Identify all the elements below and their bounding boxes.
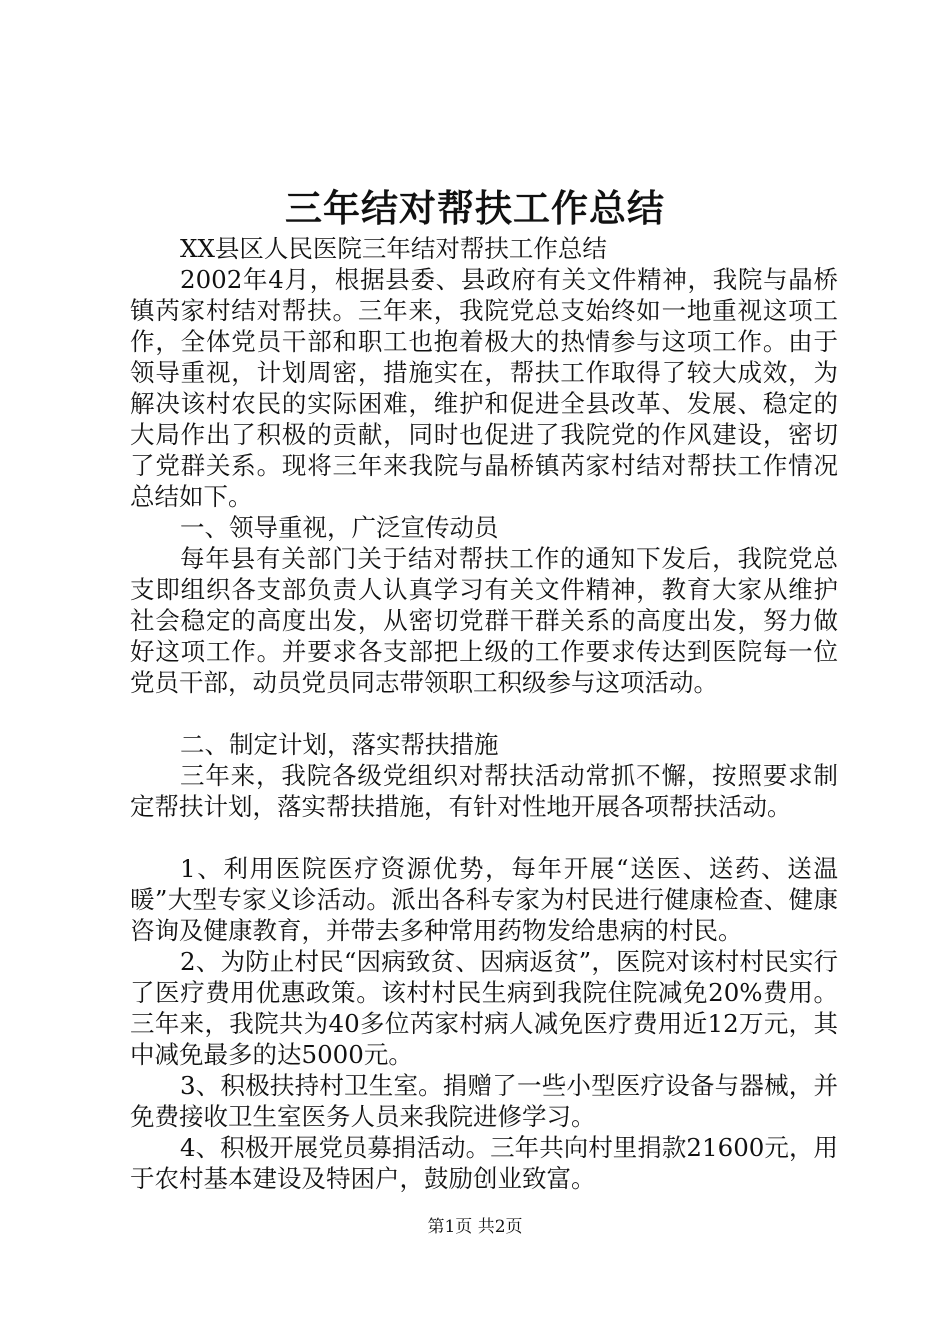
document-title: 三年结对帮扶工作总结 [285, 186, 665, 230]
page-footer: 第1页 共2页 [427, 1217, 523, 1237]
section-1-paragraph: 每年县有关部门关于结对帮扶工作的通知下发后，我院党总支即组织各支部负责人认真学习有关文件精神，教育大家从维护社会稳定的高度出发，从密切党群干群关系的高度出发，努力做好这项工作。并要求各支部把上级的工作要求传达到医院每一位党员干部，动员党员同志带领职工积级参与这项活动。 [130, 544, 838, 697]
document-body [130, 233, 838, 1194]
subtitle-paragraph: XX县区人民医院三年结对帮扶工作总结 [180, 234, 607, 263]
section-2-paragraph: 三年来，我院各级党组织对帮扶活动常抓不懈，按照要求制定帮扶计划，落实帮扶措施，有针对性地开展各项帮扶活动。 [130, 761, 838, 821]
list-item-2: 2、为防止村民“因病致贫、因病返贫”，医院对该村村民实行了医疗费用优惠政策。该村村民生病到我院住院减免20%费用。三年来，我院共为40多位芮家村病人减免医疗费用近12万元，其中减免最多的达5000元。 [130, 947, 838, 1069]
list-item-1: 1、利用医院医疗资源优势，每年开展“送医、送药、送温暖”大型专家义诊活动。派出各科专家为村民进行健康检查、健康咨询及健康教育，并带去多种常用药物发给患病的村民。 [130, 854, 838, 945]
intro-paragraph: 2002年4月，根据县委、县政府有关文件精神，我院与晶桥镇芮家村结对帮扶。三年来，我院党总支始终如一地重视这项工作，全体党员干部和职工也抱着极大的热情参与这项工作。由于领导重视，计划周密，措施实在，帮扶工作取得了较大成效，为解决该村农民的实际困难，维护和促进全县改革、发展、稳定的大局作出了积极的贡献，同时也促进了我院党的作风建设，密切了党群关系。现将三年来我院与晶桥镇芮家村结对帮扶工作情况总结如下。 [130, 265, 838, 511]
list-item-3: 3、积极扶持村卫生室。捐赠了一些小型医疗设备与器械，并免费接收卫生室医务人员来我院进修学习。 [130, 1071, 838, 1131]
section-heading-1: 一、领导重视，广泛宣传动员 [180, 513, 499, 542]
list-item-4: 4、积极开展党员募捐活动。三年共向村里捐款21600元，用于农村基本建设及特困户，鼓励创业致富。 [130, 1133, 838, 1193]
section-heading-2: 二、制定计划，落实帮扶措施 [180, 730, 499, 759]
